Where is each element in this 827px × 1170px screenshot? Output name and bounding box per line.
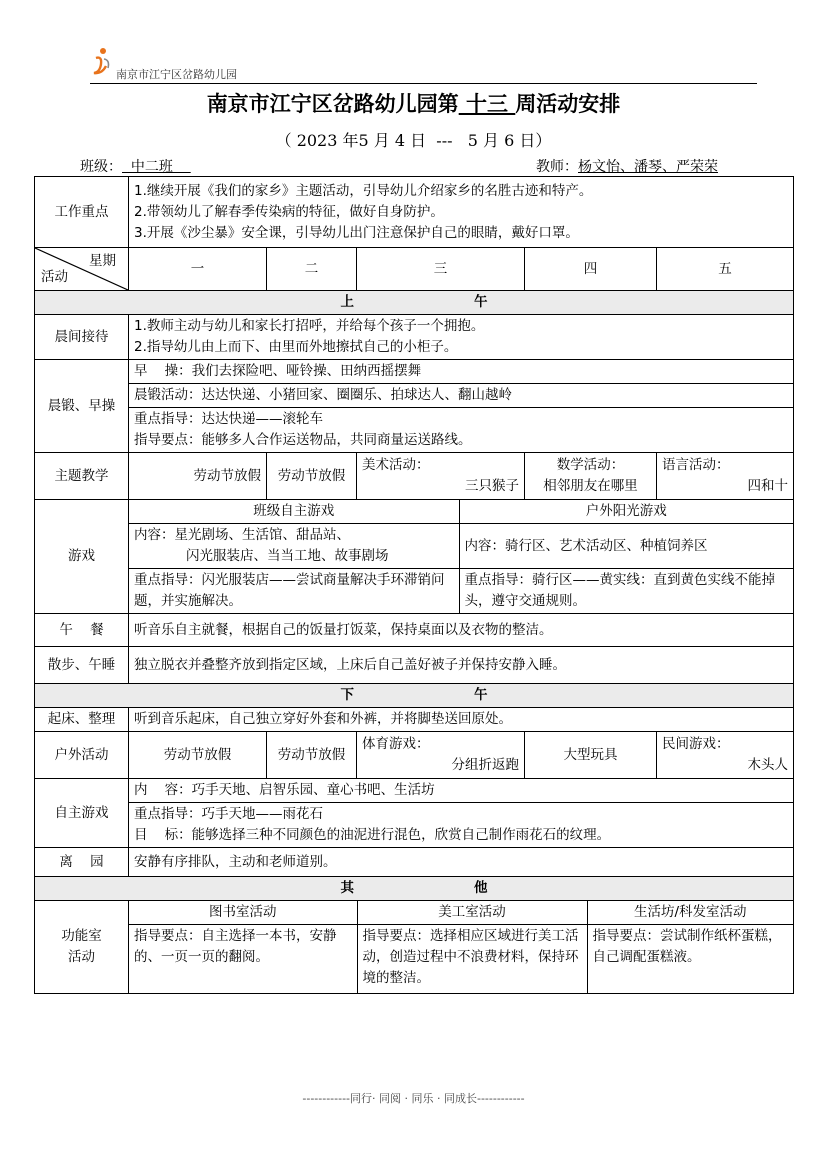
theme-wed-value: 三只猴子: [465, 478, 519, 494]
day-monday: 一: [129, 248, 267, 291]
games-label: 游戏: [35, 500, 129, 614]
day-tuesday: 二: [267, 248, 357, 291]
outdoor-tuesday: 劳动节放假: [267, 732, 357, 779]
outdoor-monday: 劳动节放假: [129, 732, 267, 779]
outdoor-wed-label: 体育游戏：: [362, 736, 430, 752]
free-play-content: [129, 779, 794, 848]
weekday-header-row: [35, 248, 794, 291]
theme-friday: [657, 453, 794, 500]
other-section-row: [35, 877, 794, 901]
lunch-row: [35, 614, 794, 647]
games-content: [129, 500, 794, 614]
theme-wednesday: [357, 453, 525, 500]
lunch-text: 听音乐自主就餐，根据自己的饭量打饭菜，保持桌面以及衣物的整洁。: [129, 614, 794, 647]
art-room-guidance: 指导要点：选择相应区域进行美工活动，创造过程中不浪费材料，保持环境的整洁。: [357, 925, 587, 994]
day-friday: 五: [657, 248, 794, 291]
nap-text: 独立脱衣并叠整齐放到指定区域，上床后自己盖好被子并保持安静入睡。: [129, 647, 794, 684]
lunch-label: 午 餐: [35, 614, 129, 647]
free-play-row: [35, 779, 794, 848]
outdoor-games-title: 户外阳光游戏: [459, 500, 793, 524]
theme-monday: 劳动节放假: [129, 453, 267, 500]
art-room-title: 美工室活动: [357, 901, 587, 925]
function-room-subtable: [129, 901, 793, 993]
outdoor-games-focus: 重点指导：骑行区——黄实线：直到黄色实线不能掉头，遵守交通规则。: [459, 569, 793, 614]
wakeup-row: [35, 708, 794, 732]
theme-thu-value: 相邻朋友在哪里: [543, 478, 638, 494]
outdoor-wednesday: [357, 732, 525, 779]
leave-label: 离 园: [35, 848, 129, 877]
life-science-room-guidance: 指导要点：尝试制作纸杯蛋糕，自己调配蛋糕液。: [587, 925, 793, 994]
games-row: [35, 500, 794, 614]
afternoon-section-heading: 下 午: [35, 684, 794, 708]
theme-tuesday: 劳动节放假: [267, 453, 357, 500]
theme-fri-label: 语言活动：: [662, 457, 730, 473]
exercise-content: [129, 360, 794, 453]
work-focus-label: 工作重点: [35, 177, 129, 248]
morning-section-row: [35, 291, 794, 315]
class-label: 班级：: [80, 159, 122, 175]
header-divider: [90, 83, 757, 84]
library-title: 图书室活动: [129, 901, 357, 925]
theme-thursday: [525, 453, 657, 500]
other-section-heading: 其 他: [35, 877, 794, 901]
morning-exercise-text: 早 操：我们去探险吧、哑铃操、田纳西摇摆舞: [134, 363, 422, 379]
work-focus-item: 1.继续开展《我们的家乡》主题活动，引导幼儿介绍家乡的名胜古迹和特产。: [134, 182, 593, 199]
nap-label: 散步、午睡: [35, 647, 129, 684]
arrival-label: 晨间接待: [35, 315, 129, 360]
school-logo-icon: [92, 46, 112, 76]
theme-teaching-row: [35, 453, 794, 500]
date-range: （ 2023 年5 月 4 日 --- 5 月 6 日）: [275, 131, 552, 150]
outdoor-friday: [657, 732, 794, 779]
arrival-content: [129, 315, 794, 360]
work-focus-item: 2.带领幼儿了解春季传染病的特征，做好自身防护。: [134, 203, 444, 220]
theme-label: 主题教学: [35, 453, 129, 500]
teacher-value: 杨文怡、潘琴、严荣荣: [578, 159, 718, 175]
morning-section-heading: 上 午: [35, 291, 794, 315]
day-wednesday: 三: [357, 248, 525, 291]
outdoor-fri-value: 木头人: [747, 757, 789, 773]
free-play-focus-text: 重点指导：巧手天地——雨花石: [134, 806, 323, 822]
teacher-label: 教师：: [536, 159, 578, 175]
library-guidance: 指导要点：自主选择一本书，安静的、一页一页的翻阅。: [129, 925, 357, 994]
class-info: [80, 156, 191, 176]
outdoor-games-content: 内容：骑行区、艺术活动区、种植饲养区: [459, 524, 793, 569]
activity-header-label: 活动: [41, 269, 68, 285]
wakeup-text: 听到音乐起床，自己独立穿好外套和外裤，并将脚垫送回原处。: [129, 708, 794, 732]
arrival-item: 2.指导幼儿由上而下、由里而外地擦拭自己的小柜子。: [134, 339, 458, 355]
weekday-header-label: 星期: [89, 253, 116, 269]
work-focus-item: 3.开展《沙尘暴》安全课，引导幼儿出门注意保护自己的眼睛，戴好口罩。: [134, 224, 579, 241]
arrival-item: 1.教师主动与幼儿和家长打招呼，并给每个孩子一个拥抱。: [134, 318, 485, 334]
work-focus-row: [35, 177, 794, 248]
title-week: 十三: [458, 91, 516, 116]
title-prefix: 南京市江宁区岔路幼儿园第: [206, 91, 459, 116]
footer-slogan: ------------同行· 同阅 · 同乐 · 同成长------------: [302, 1092, 525, 1105]
class-games-focus: 重点指导：闪光服装店——尝试商量解决手环滞销问题，并实施解决。: [129, 569, 459, 614]
morning-activities-text: 晨锻活动：达达快递、小猪回家、圈圈乐、拍球达人、翻山越岭: [129, 383, 793, 407]
free-play-content-text: 内 容：巧手天地、启智乐园、童心书吧、生活坊: [134, 782, 435, 798]
free-play-goal-text: 目 标：能够选择三种不同颜色的油泥进行混色，欣赏自己制作雨花石的纹理。: [134, 827, 611, 843]
exercise-points-text: 指导要点：能够多人合作运送物品，共同商量运送路线。: [134, 432, 472, 448]
outdoor-thursday: 大型玩具: [525, 732, 657, 779]
free-play-guidance: [129, 802, 793, 847]
leave-text: 安静有序排队，主动和老师道别。: [129, 848, 794, 877]
arrival-row: [35, 315, 794, 360]
teacher-info: [536, 156, 718, 176]
function-room-row: [35, 901, 794, 994]
theme-thu-label: 数学活动：: [556, 457, 625, 473]
free-play-label: 自主游戏: [35, 779, 129, 848]
wakeup-label: 起床、整理: [35, 708, 129, 732]
exercise-focus-text: 重点指导：达达快递——滚轮车: [134, 411, 323, 427]
schedule-table: [34, 176, 794, 994]
games-subtable: [129, 500, 793, 613]
class-games-content: 内容：星光剧场、生活馆、甜品站、 闪光服装店、当当工地、故事剧场: [129, 524, 459, 569]
page-title: [0, 88, 827, 118]
class-value: 中二班: [122, 159, 191, 175]
afternoon-section-row: [35, 684, 794, 708]
class-games-title: 班级自主游戏: [129, 500, 459, 524]
day-thursday: 四: [525, 248, 657, 291]
outdoor-fri-label: 民间游戏：: [662, 736, 730, 752]
outdoor-activity-row: [35, 732, 794, 779]
header-school-name: 南京市江宁区岔路幼儿园: [116, 68, 237, 81]
exercise-guidance: [129, 407, 793, 452]
function-room-label: 功能室 活动: [35, 901, 129, 994]
outdoor-label: 户外活动: [35, 732, 129, 779]
diagonal-header-cell: [35, 248, 129, 291]
outdoor-wed-value: 分组折返跑: [451, 757, 519, 773]
title-suffix: 周活动安排: [515, 91, 621, 116]
work-focus-content: [129, 177, 794, 248]
exercise-row: [35, 360, 794, 453]
life-science-room-title: 生活坊/科发室活动: [587, 901, 793, 925]
theme-wed-label: 美术活动：: [362, 457, 430, 473]
nap-row: [35, 647, 794, 684]
theme-fri-value: 四和十: [747, 478, 789, 494]
function-room-content: [129, 901, 794, 994]
leave-row: [35, 848, 794, 877]
exercise-label: 晨锻、早操: [35, 360, 129, 453]
